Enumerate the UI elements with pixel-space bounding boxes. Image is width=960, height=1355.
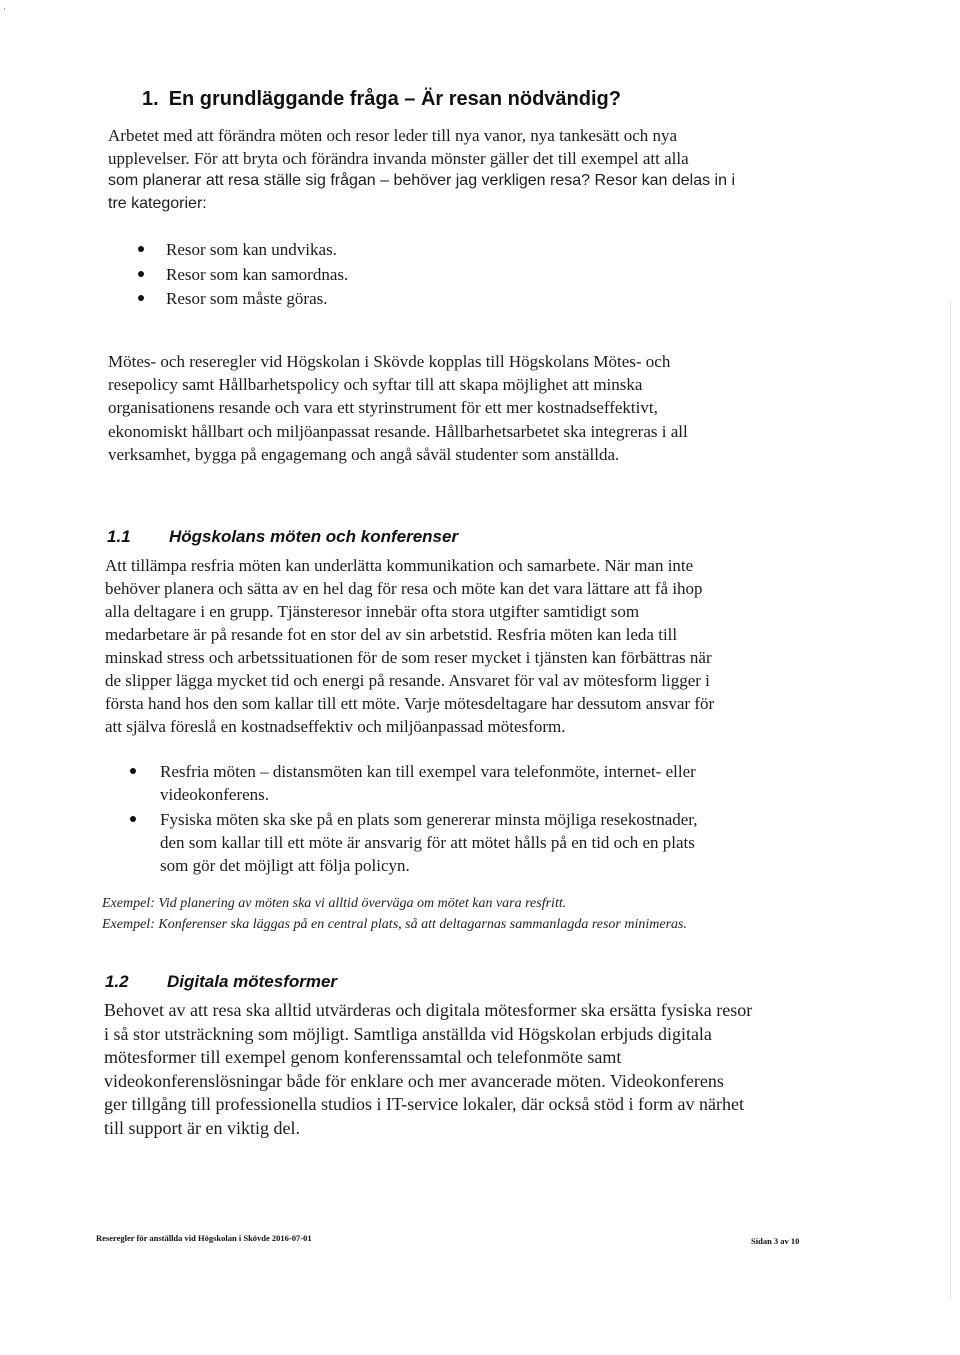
intro-line: upplevelser. För att bryta och förändra invanda mönster gäller det till exempel att alla xyxy=(108,148,689,168)
section-1-number: 1. xyxy=(142,88,159,110)
rules-line: resepolicy samt Hållbarhetspolicy och syftar till att skapa möjlighet att minska xyxy=(108,375,643,395)
meetings-line: minskad stress och arbetssituationen för de som reser mycket i tjänsten kan förbättras när xyxy=(105,648,712,667)
digital-line: till support är en viktig del. xyxy=(104,1117,300,1138)
list-item-text: Resor som måste göras. xyxy=(166,289,328,308)
list-item-text: Fysiska möten ska ske på en plats som genererar minsta möjliga resekostnader, xyxy=(160,810,698,829)
meeting-types-list xyxy=(160,760,698,879)
meetings-line: alla deltagare i en grupp. Tjänsteresor innebär ofta stora utgifter samtidigt som xyxy=(105,602,640,621)
example-1: Exempel: Vid planering av möten ska vi alltid överväga om mötet kan vara resfritt. xyxy=(102,896,567,911)
rules-paragraph xyxy=(108,350,688,466)
list-item-text: den som kallar till ett möte är ansvarig för att mötet hålls på en tid och en plats xyxy=(160,833,695,852)
section-1-2-number: 1.2 xyxy=(105,972,129,991)
meetings-line: att själva föreslå en kostnadseffektiv och miljöanpassad mötesform. xyxy=(105,717,566,736)
list-item-text: som gör det möjligt att följa policyn. xyxy=(160,856,410,875)
rules-line: ekonomiskt hållbart och miljöanpassat resande. Hållbarhetsarbetet ska integreras i all xyxy=(108,421,688,441)
bullet-icon xyxy=(138,246,144,252)
scan-edge-line xyxy=(950,300,951,1300)
scan-speck xyxy=(4,8,5,10)
list-item-text: videokonferens. xyxy=(160,785,270,804)
footer-document-title: Reseregler för anställda vid Högskolan i Skövde 2016-07-01 xyxy=(96,1233,312,1243)
meetings-line: medarbetare är på resande fot en stor del av sin arbetstid. Resfria möten kan leda till xyxy=(105,625,678,644)
bullet-icon xyxy=(130,768,136,774)
list-item xyxy=(160,808,698,877)
intro-paragraph xyxy=(108,125,735,215)
meetings-line: de slipper lägga mycket tid och energi på resande. Ansvaret för val av mötesform ligger i xyxy=(105,671,710,690)
intro-line: Arbetet med att förändra möten och resor leder till nya vanor, nya tankesätt och nya xyxy=(108,126,678,145)
bullet-icon xyxy=(138,295,144,301)
digital-meetings-paragraph xyxy=(104,999,752,1140)
intro-line: tre kategorier: xyxy=(108,194,207,212)
section-1-2-title: Digitala mötesformer xyxy=(167,972,338,991)
list-item-text: Resor som kan undvikas. xyxy=(166,240,337,259)
digital-line: ger tillgång till professionella studios i IT-service lokaler, där också stöd i form av närhet xyxy=(104,1094,744,1114)
list-item-text: Resfria möten – distansmöten kan till exempel vara telefonmöte, internet- eller xyxy=(160,762,696,781)
bullet-icon xyxy=(130,816,136,822)
section-1-heading xyxy=(142,88,621,111)
meetings-line: Att tillämpa resfria möten kan underlätta kommunikation och samarbete. När man inte xyxy=(105,556,694,575)
list-item xyxy=(160,760,698,806)
rules-line: verksamhet, bygga på engagemang och angå såväl studenter som anställda. xyxy=(108,444,620,464)
digital-line: mötesformer till exempel genom konferenssamtal och telefonmöte samt xyxy=(104,1047,622,1067)
meetings-line: första hand hos den som kallar till ett möte. Varje mötesdeltagare har dessutom ansvar för xyxy=(105,694,715,713)
travel-categories-list xyxy=(166,238,348,312)
rules-line: organisationens resande och vara ett styrinstrument för ett mer kostnadseffektivt, xyxy=(108,398,658,418)
intro-line: som planerar att resa ställe sig frågan – behöver jag verkligen resa? Resor kan delas in i xyxy=(108,172,735,189)
section-1-1-heading xyxy=(107,527,458,547)
footer-page-number: Sidan 3 av 10 xyxy=(751,1236,800,1246)
example-2: Exempel: Konferenser ska läggas på en central plats, så att deltagarnas sammanlagda resor minimeras. xyxy=(102,917,687,932)
digital-line: Behovet av att resa ska alltid utvärderas och digitala mötesformer ska ersätta fysiska resor xyxy=(104,1000,753,1020)
section-1-1-title: Högskolans möten och konferenser xyxy=(169,527,459,546)
section-1-2-heading xyxy=(105,972,337,992)
section-1-1-number: 1.1 xyxy=(107,527,131,546)
section-1-title: En grundläggande fråga – Är resan nödvändig? xyxy=(168,88,621,110)
meetings-line: behöver planera och sätta av en hel dag för resa och möte kan det vara lättare att få ihop xyxy=(105,579,703,598)
list-item xyxy=(166,287,348,312)
rules-line: Mötes- och reseregler vid Högskolan i Skövde kopplas till Högskolans Mötes- och xyxy=(108,352,671,371)
list-item xyxy=(166,238,348,263)
meetings-paragraph xyxy=(105,554,714,738)
digital-line: i så stor utsträckning som möjligt. Samtliga anställda vid Högskolan erbjuds digitala xyxy=(104,1023,712,1044)
bullet-icon xyxy=(138,271,144,277)
list-item-text: Resor som kan samordnas. xyxy=(166,264,349,284)
digital-line: videokonferenslösningar både för enklare och mer avancerade möten. Videokonferens xyxy=(104,1070,724,1091)
list-item xyxy=(166,263,348,288)
